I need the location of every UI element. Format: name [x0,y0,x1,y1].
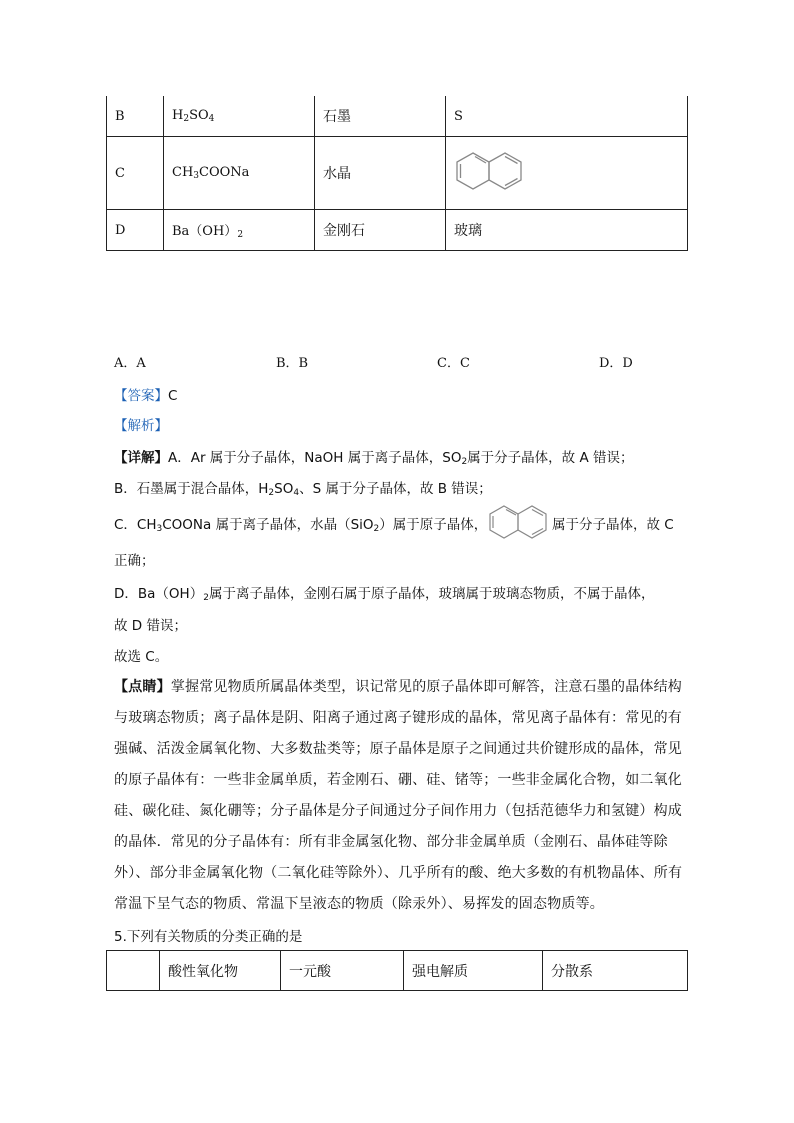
detail-line-c-post: 属于分子晶体，故 C [552,517,674,533]
substance-cell: 石墨 [315,96,446,137]
substance-cell: 玻璃 [446,210,688,251]
option-b: B．B [276,356,309,371]
detail-line-c2: 正确； [114,553,155,569]
table-row [107,137,688,210]
classification-table [106,96,688,251]
table-header-cell: 酸性氧化物 [160,951,281,991]
table-row [107,96,688,137]
option-d: D．D [599,356,633,371]
naphthalene-structure-icon [454,149,526,193]
answer-line [114,384,177,404]
detail-a-text: A．Ar 属于分子晶体，NaOH 属于离子晶体，$SO_2$属于分子晶体，故 A 错误； [168,450,634,467]
comment-line: 硅、碳化硅、氮化硼等；分子晶体是分子间通过分子间作用力（包括范德华力和氢键）构成 [114,803,682,819]
formula-cell: $H_2SO_4$ [164,96,315,137]
table-header-cell: 分散系 [543,951,688,991]
comment-line: 强碱、活泼金属氧化物、大多数盐类等；原子晶体是原子之间通过共价键形成的晶体，常见 [114,741,682,757]
comment-line: 外）、部分非金属氧化物（二氧化硅等除外）、几乎所有的酸、绝大多数的有机物晶体、所有 [114,865,683,881]
detail-line-d2: 故 D 错误； [114,618,187,634]
comment-line: 【点睛】掌握常见物质所属晶体类型，识记常见的原子晶体即可解答，注意石墨的晶体结构 [114,679,683,695]
table-header-cell: 一元酸 [281,951,404,991]
substance-cell: 金刚石 [315,210,446,251]
detail-line-a [114,446,634,467]
table-header-row [107,951,688,991]
answer-value: C [168,388,178,404]
analysis-tag: 【解析】 [114,418,168,434]
detail-tag: 【详解】 [114,450,168,466]
row-label: D [107,210,164,251]
detail-line-c: C．$CH_3COONa$ 属于离子晶体，水晶（SiO$_2$）属于原子晶体， [114,517,488,534]
formula-cell: $Ba(OH)_2$ [164,210,315,251]
substance-cell: S [446,96,688,137]
row-label: B [107,96,164,137]
table-row [107,210,688,251]
question-5: 5.下列有关物质的分类正确的是 [114,929,303,945]
comment-line: 与玻璃态物质；离子晶体是阴、阳离子通过离子键形成的晶体，常见离子晶体有：常见的有 [114,710,682,726]
option-a: A．A [114,356,146,371]
row-label: C [107,137,164,210]
comment-tag: 【点睛】 [114,679,171,695]
naphthalene-structure-cell [446,137,688,210]
comment-line: 的晶体．常见的分子晶体有：所有非金属氢化物、部分非金属单质（金刚石、晶体硅等除 [114,834,668,850]
naphthalene-inline-icon [488,503,552,541]
detail-line-b: B．石墨属于混合晶体，$H_2SO_4$、S 属于分子晶体，故 B 错误； [114,481,492,498]
table-header-cell: 强电解质 [404,951,543,991]
option-c: C．C [437,356,470,371]
table-header-cell [107,951,160,991]
question5-table [106,950,688,991]
comment-line: 的原子晶体有：一些非金属单质，若金刚石、硼、硅、锗等；一些非金属化合物，如二氧化 [114,772,682,788]
detail-choose: 故选 C。 [114,649,169,665]
answer-tag: 【答案】 [114,388,168,404]
substance-cell: 水晶 [315,137,446,210]
formula-cell: $CH_3COONa$ [164,137,315,210]
detail-line-d: D．$Ba(OH)_2$属于离子晶体，金刚石属于原子晶体，玻璃属于玻璃态物质，不属于晶体， [114,586,655,603]
comment-line: 常温下呈气态的物质、常温下呈液态的物质（除汞外）、易挥发的固态物质等。 [114,896,604,912]
